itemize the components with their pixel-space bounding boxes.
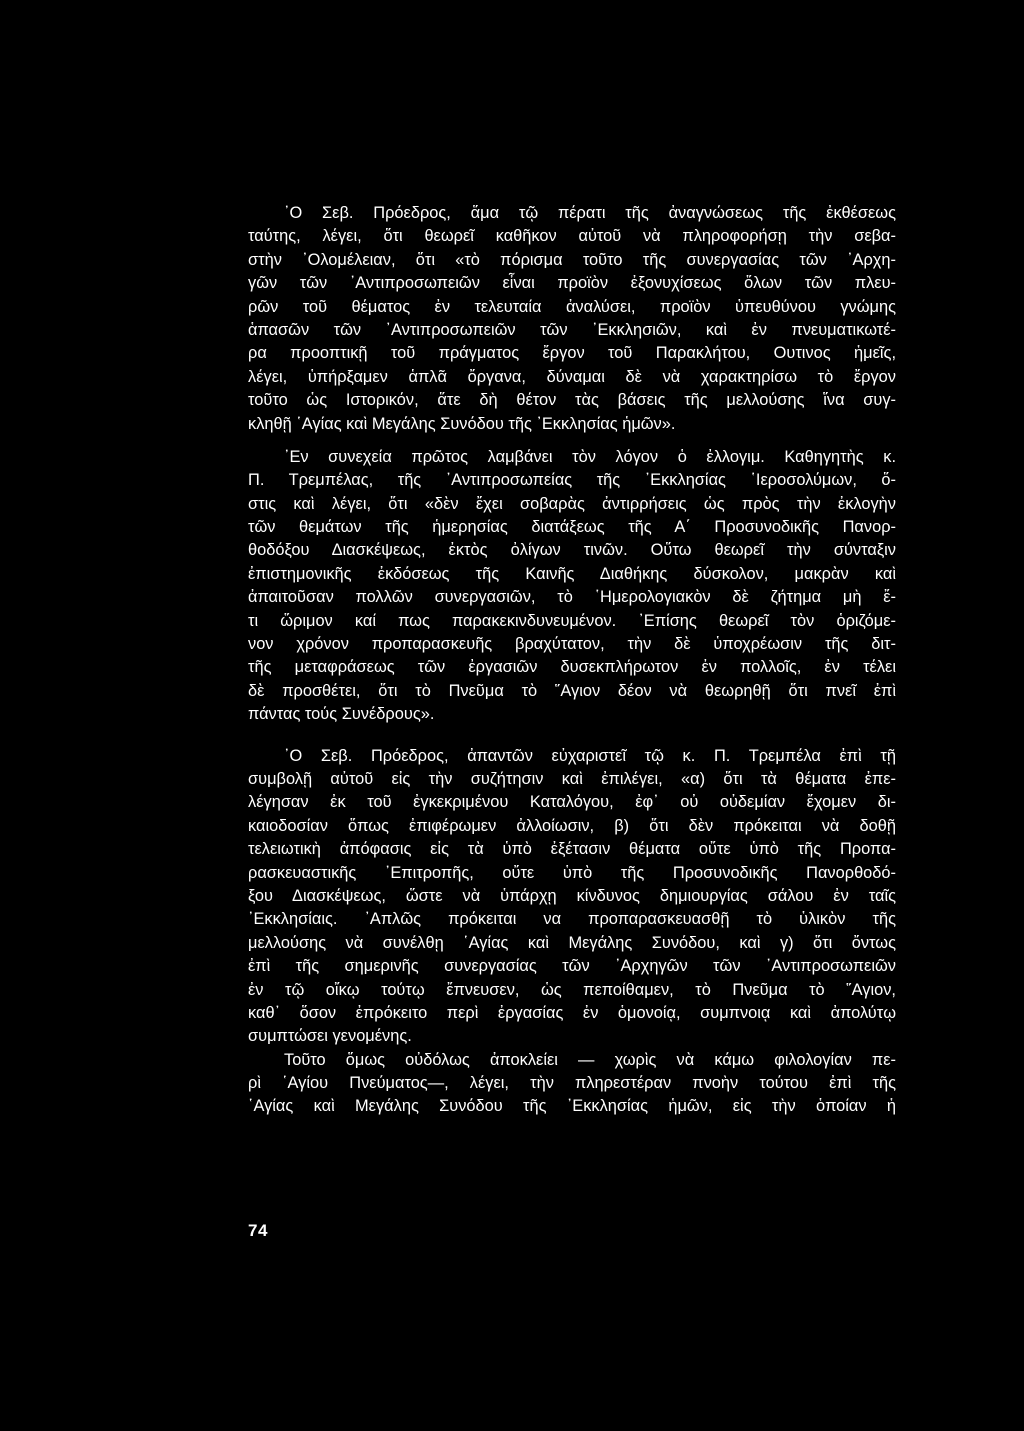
text-line: ταύτης, λέγει, ὅτι θεωρεῖ καθῆκον αὐτοῦ νὰ πληροφορήσῃ τὴν σεβα- [248, 227, 896, 246]
text-line: ῾Αγίας καὶ Μεγάλης Συνόδου τῆς ᾿Εκκλησίας ἡμῶν, εἰς τὴν ὁποίαν ἡ [248, 1097, 896, 1116]
text-line: κληθῇ ῾Αγίας καὶ Μεγάλης Συνόδου τῆς ᾿Εκκλησίας ἡμῶν». [248, 414, 676, 433]
text-line: συμβολῇ αὐτοῦ εἰς τὴν συζήτησιν καὶ ἐπιλέγει, «α) ὅτι τὰ θέματα ἐπε- [248, 769, 896, 788]
text-line: ᾿Εν συνεχεία πρῶτος λαμβάνει τὸν λόγον ὁ ἐλλογιμ. Καθηγητὴς κ. [284, 447, 896, 466]
text-line: λέγει, ὑπήρξαμεν ἁπλᾶ ὄργανα, δύναμαι δὲ νὰ χαρακτηρίσω τὸ ἔργον [248, 367, 896, 386]
text-line: ξου Διασκέψεως, ὥστε νὰ ὑπάρχῃ κίνδυνος δημιουργίας σάλου ἐν ταῖς [248, 886, 896, 905]
text-line: ᾿Ο Σεβ. Πρόεδρος, ἅμα τῷ πέρατι τῆς ἀναγνώσεως τῆς ἐκθέσεως [284, 204, 896, 222]
text-line: τοῦτο ὡς Ιστορικόν, ἅτε δὴ θέτον τὰς βάσεις τῆς μελλούσης ἵνα συγ- [248, 391, 896, 410]
text-line: γῶν τῶν ᾿Αντιπροσωπειῶν εἶναι προϊὸν ἐξονυχίσεως ὅλων τῶν πλευ- [248, 274, 896, 293]
text-line: συμπτώσει γενομένης. [248, 1027, 412, 1046]
text-line: ρῶν τοῦ θέματος ἐν τελευταία ἀναλύσει, προϊὸν ὑπευθύνου γνώμης [248, 297, 896, 316]
text-line: δὲ προσθέτει, ὅτι τὸ Πνεῦμα τὸ ῞Αγιον δέον νὰ θεωρηθῇ ὅτι πνεῖ ἐπὶ [248, 681, 896, 700]
text-line: νον χρόνον προπαρασκευῆς βραχύτατον, τὴν δὲ ὑποχρέωσιν τῆς διτ- [248, 635, 896, 654]
text-line: πάντας τούς Συνέδρους». [248, 705, 435, 724]
text-line: ἐπὶ τῆς σημερινῆς συνεργασίας τῶν ᾿Αρχηγῶν τῶν ᾿Αντιπροσωπειῶν [248, 957, 896, 976]
text-line: ἁπασῶν τῶν ᾿Αντιπροσωπειῶν τῶν ᾿Εκκλησιῶν, καὶ ἐν πνευματικωτέ- [248, 320, 896, 339]
text-line: ἐν τῷ οἴκῳ τούτῳ ἔπνευσεν, ὡς πεποίθαμεν, τὸ Πνεῦμα τὸ ῞Αγιον, [248, 980, 896, 999]
paragraph-gap [248, 727, 896, 745]
text-line: τῆς μεταφράσεως τῶν ἐργασιῶν δυσεκπλήρωτον ἐν πολλοῖς, ἐν τέλει [248, 658, 896, 677]
text-line: Τοῦτο ὅμως οὐδόλως ἀποκλείει — χωρὶς νὰ κάμω φιλολογίαν πε- [284, 1050, 896, 1069]
text-line: λέγησαν ἐκ τοῦ ἐγκεκριμένου Καταλόγου, ἐφ᾿ οὐ οὐδεμίαν ἔχομεν δι- [248, 793, 896, 812]
text-line: Π. Τρεμπέλας, τῆς ᾿Αντιπροσωπείας τῆς ᾿Εκκλησίας ῾Ιεροσολύμων, ὅ- [248, 471, 896, 490]
page-number: 74 [248, 1221, 268, 1240]
text-line: τελειωτικὴ ἀπόφασις εἰς τὰ ὑπὸ ἐξέτασιν θέματα οὔτε ὑπὸ τῆς Προπα- [248, 840, 896, 859]
text-line: ᾿Ο Σεβ. Πρόεδρος, ἀπαντῶν εὐχαριστεῖ τῷ κ. Π. Τρεμπέλα ἐπὶ τῇ [284, 746, 896, 765]
text-line: καθ᾿ ὅσον ἐπρόκειτο περὶ ἐργασίας ἐν ὁμονοίᾳ, συμπνοιᾳ καὶ ἀπολύτῳ [248, 1003, 896, 1022]
text-line: ἀπαιτοῦσαν πολλῶν συνεργασιῶν, τὸ ῾Ημερολογιακὸν δὲ ζήτημα μὴ ἔ- [248, 588, 896, 607]
text-line: ρὶ ῾Αγίου Πνεύματος—, λέγει, τὴν πληρεστέραν πνοὴν τούτου ἐπὶ τῆς [248, 1074, 896, 1093]
text-line: τῶν θεμάτων τῆς ἡμερησίας διατάξεως τῆς Α΄ Προσυνοδικῆς Πανορ- [248, 518, 896, 537]
text-line: καιοδοσίαν ὅπως ἐπιφέρωμεν ἀλλοίωσιν, β) ὅτι δὲν πρόκειται νὰ δοθῇ [248, 816, 896, 835]
text-line: μελλούσης νὰ συνέλθῃ ῾Αγίας καὶ Μεγάλης Συνόδου, καὶ γ) ὅτι ὄντως [248, 933, 896, 952]
text-line: ρα προοπτικῇ τοῦ πράγματος ἔργον τοῦ Παρακλήτου, Ουτινος ἡμεῖς, [248, 344, 896, 363]
text-line: ᾿Εκκλησίαις. ᾿Απλῶς πρόκειται να προπαρασκευασθῇ τὸ ὑλικὸν τῆς [248, 910, 896, 929]
body-text [248, 202, 896, 1119]
text-line: στις καὶ λέγει, ὅτι «δὲν ἔχει σοβαρὰς ἀντιρρήσεις ὡς πρὸς τὴν ἐκλογὴν [248, 494, 896, 513]
text-line: στὴν ᾿Ολομέλειαν, ὅτι «τὸ πόρισμα τοῦτο τῆς συνεργασίας τῶν ᾿Αρχη- [248, 250, 896, 269]
paragraph-gap [248, 436, 896, 446]
text-line: ἐπιστημονικῆς ἐκδόσεως τῆς Καινῆς Διαθήκης δύσκολον, μακρὰν καὶ [248, 564, 896, 583]
text-line: ρασκευαστικῆς ᾿Επιτροπῆς, οὔτε ὑπὸ τῆς Προσυνοδικῆς Πανορθοδό- [248, 863, 896, 882]
text-line: τι ὥριμον καί πως παρακεκινδυνευμένον. ᾿Επίσης θεωρεῖ τὸν ὁριζόμε- [248, 611, 896, 630]
text-line: θοδόξου Διασκέψεως, ἐκτὸς ὀλίγων τινῶν. Οὕτω θεωρεῖ τὴν σύνταξιν [248, 541, 896, 560]
